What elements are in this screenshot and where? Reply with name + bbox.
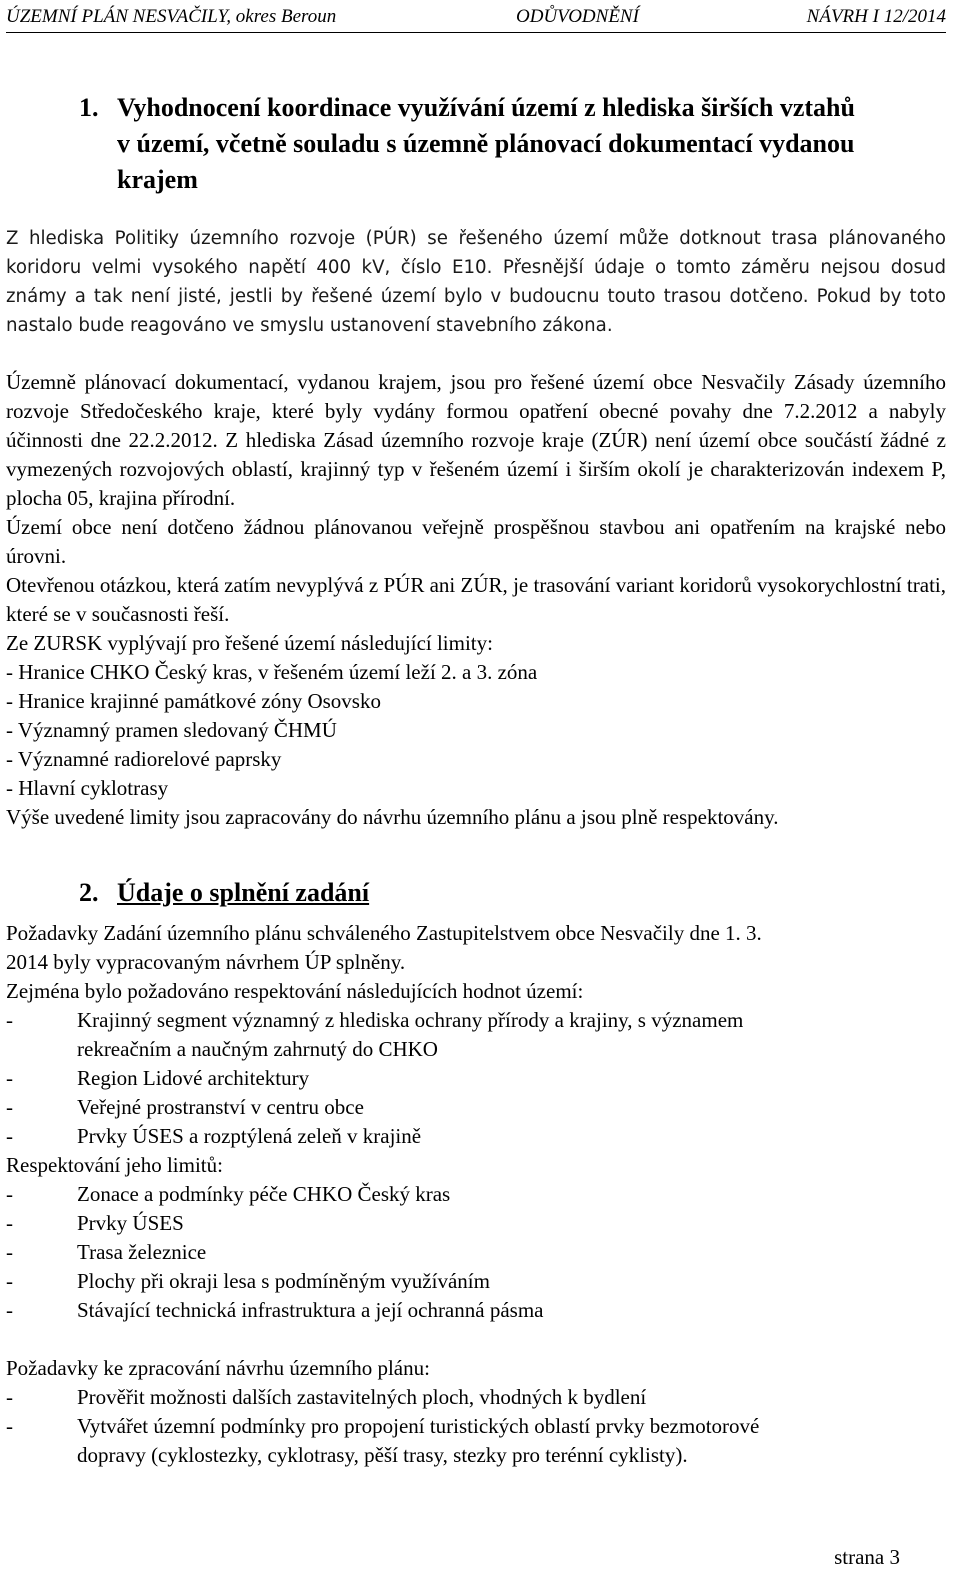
limit-item	[6, 1209, 946, 1238]
limit-item: - Významný pramen sledovaný ČHMÚ	[6, 718, 337, 742]
limit-item-text: Prvky ÚSES	[77, 1211, 184, 1235]
section-2-number: 2.	[79, 878, 99, 907]
requirement-item-line: Prověřit možnosti dalších zastavitelných ploch, vhodných k bydlení	[77, 1385, 647, 1409]
section-2-body	[6, 919, 946, 1470]
pur-paragraph: Z hlediska Politiky územního rozvoje (PÚR) se řešeného území může dotknout trasa plánovaného koridoru velmi vysokého napětí 400 kV, číslo E10. Přesnější údaje o tomto záměru nejsou dosud známy a tak není jisté, jestli by řešené území bylo v budoucnu touto trasou dotčeno. Pokud by toto nastalo bude reagováno ve smyslu ustanovení stavebního zákona.	[6, 228, 946, 336]
limits-closing: Výše uvedené limity jsou zapracovány do návrhu územního plánu a jsou plně respektovány.	[6, 805, 779, 829]
dash-marker: -	[6, 1066, 13, 1090]
section-1-title-line-1: Vyhodnocení koordinace využívání území z hlediska širších vztahů	[117, 93, 855, 122]
dash-marker: -	[6, 1385, 13, 1409]
section-1-heading	[79, 90, 855, 198]
assignment-intro-line-2: 2014 byly vypracovaným návrhem ÚP splněny.	[6, 950, 406, 974]
requirement-item-line: dopravy (cyklostezky, cyklotrasy, pěší trasy, stezky pro terénní cyklisty).	[77, 1443, 688, 1467]
value-item-line: Prvky ÚSES a rozptýlená zeleň v krajině	[77, 1124, 422, 1148]
value-item-line: Veřejné prostranství v centru obce	[77, 1095, 364, 1119]
limit-item-text: Zonace a podmínky péče CHKO Český kras	[77, 1182, 451, 1206]
value-item	[6, 1006, 946, 1064]
dash-marker: -	[6, 1298, 13, 1322]
dash-marker: -	[6, 1008, 13, 1032]
page-header	[6, 4, 946, 33]
limit-item-text: Stávající technická infrastruktura a její ochranná pásma	[77, 1298, 544, 1322]
requirement-item	[6, 1412, 946, 1470]
limit-item-text: Trasa železnice	[77, 1240, 207, 1264]
dash-marker: -	[6, 1240, 13, 1264]
open-question-paragraph: Otevřenou otázkou, která zatím nevyplývá z PÚR ani ZÚR, je trasování variant koridorů vysokorychlostní trati, které se v současnosti řeší.	[6, 573, 946, 626]
assignment-intro-line-1: Požadavky Zadání územního plánu schváleného Zastupitelstvem obce Nesvačily dne 1. 3.	[6, 921, 762, 945]
spacer	[6, 1325, 946, 1354]
header-section: ODŮVODNĚNÍ	[516, 6, 639, 27]
dash-marker: -	[6, 1182, 13, 1206]
value-item-line: Krajinný segment významný z hlediska ochrany přírody a krajiny, s významem	[77, 1008, 744, 1032]
limit-item	[6, 1180, 946, 1209]
limit-item: - Hranice CHKO Český kras, v řešeném území leží 2. a 3. zóna	[6, 660, 538, 684]
value-item	[6, 1093, 946, 1122]
value-item-line: rekreačním a naučným zahrnutý do CHKO	[77, 1037, 438, 1061]
limit-item: - Hlavní cyklotrasy	[6, 776, 169, 800]
no-public-works-paragraph: Území obce není dotčeno žádnou plánovanou veřejně prospěšnou stavbou ani opatřením na krajské nebo úrovni.	[6, 515, 946, 568]
header-version: NÁVRH I 12/2014	[806, 6, 946, 27]
value-item	[6, 1122, 946, 1151]
page-number: strana 3	[834, 1545, 900, 1569]
value-item-line: Region Lidové architektury	[77, 1066, 310, 1090]
limit-item-text: Plochy při okraji lesa s podmíněným využíváním	[77, 1269, 490, 1293]
dash-marker: -	[6, 1414, 13, 1438]
limits-intro: Ze ZURSK vyplývají pro řešené území následující limity:	[6, 631, 493, 655]
value-item	[6, 1064, 946, 1093]
header-title: ÚZEMNÍ PLÁN NESVAČILY, okres Beroun	[6, 6, 337, 27]
dash-marker: -	[6, 1211, 13, 1235]
limit-item: - Hranice krajinné památkové zóny Osovsko	[6, 689, 381, 713]
limit-item	[6, 1296, 946, 1325]
zur-paragraph: Územně plánovací dokumentací, vydanou krajem, jsou pro řešené území obce Nesvačily Zásady územního rozvoje Středočeského kraje, které byly vydány formou opatření obecné povahy dne 7.2.2012 a nabyly účinnosti dne 22.2.2012. Z hlediska Zásad územního rozvoje kraje (ZÚR) není území obce součástí žádné z vymezených rozvojových oblastí, krajinný typ v řešeném území i širším okolí je charakterizován indexem P, plocha 05, krajina přírodní.	[6, 370, 946, 510]
section-2-heading	[79, 875, 369, 911]
section-1-number: 1.	[79, 93, 99, 122]
dash-marker: -	[6, 1095, 13, 1119]
section-2-title: Údaje o splnění zadání	[117, 878, 370, 907]
section-1-title-line-2: v území, včetně souladu s územně plánovací dokumentací vydanou	[117, 129, 855, 158]
requirement-item-line: Vytvářet územní podmínky pro propojení turistických oblastí prvky bezmotorové	[77, 1414, 760, 1438]
section-1-title-line-3: krajem	[117, 165, 198, 194]
limit-item	[6, 1267, 946, 1296]
dash-marker: -	[6, 1124, 13, 1148]
values-intro: Zejména bylo požadováno respektování následujících hodnot území:	[6, 979, 584, 1003]
limit-item	[6, 1238, 946, 1267]
requirement-item	[6, 1383, 946, 1412]
limit-item: - Významné radiorelové paprsky	[6, 747, 282, 771]
section-1-body	[6, 368, 946, 832]
requirements-intro: Požadavky ke zpracování návrhu územního plánu:	[6, 1356, 430, 1380]
dash-marker: -	[6, 1269, 13, 1293]
limits-intro: Respektování jeho limitů:	[6, 1153, 223, 1177]
